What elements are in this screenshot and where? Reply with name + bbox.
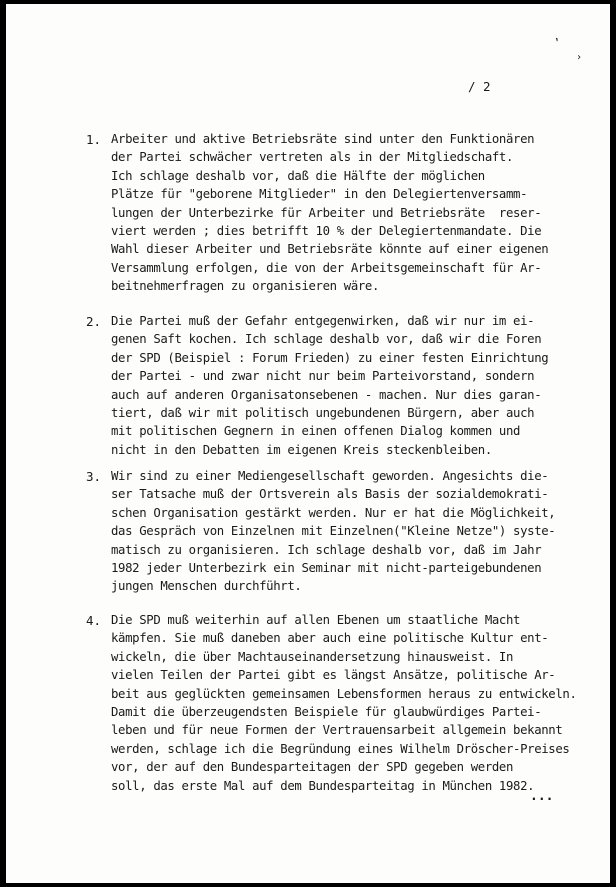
text-line: lungen der Unterbezirke für Arbeiter und Betriebsräte reser- — [111, 205, 542, 220]
stray-pen-mark: , — [549, 29, 562, 44]
page-number: / 2 — [468, 79, 491, 94]
text-line: kämpfen. Sie muß daneben aber auch eine politische Kultur ent- — [111, 631, 549, 646]
text-line: genen Saft kochen. Ich schlage deshalb vor, daß wir die Foren — [111, 332, 542, 347]
text-line: viert werden ; dies betrifft 10 % der Delegiertenmandate. Die — [111, 224, 542, 238]
paragraph-number: 3. — [86, 469, 102, 484]
text-line: vor, der auf den Bundesparteitagen der SPD gegeben werden — [111, 760, 514, 775]
text-line: der SPD (Beispiel : Forum Frieden) zu einer festen Einrichtung — [111, 350, 549, 365]
text-line: Arbeiter und aktive Betriebsräte sind unter den Funktionären — [111, 132, 535, 146]
text-line: ser Tatsache muß der Ortsverein als Basis der sozialdemokrati- — [111, 487, 549, 502]
text-line: jungen Menschen durchführt. — [111, 579, 302, 594]
continuation-marker: ... — [530, 789, 554, 804]
text-line: wickeln, die über Machtauseinandersetzung hinausweist. In — [111, 649, 514, 664]
text-line: tiert, daß wir mit politisch ungebundenen Bürgern, aber auch — [111, 406, 535, 420]
text-line: auch auf anderen Organisatonsebenen - machen. Nur dies garan- — [111, 387, 542, 402]
text-line: leben und für neue Formen der Vertrauensarbeit allgemein bekannt — [111, 723, 563, 738]
text-line: Versammlung erfolgen, die von der Arbeitsgemeinschaft für Ar- — [111, 260, 542, 275]
stray-pen-mark: › — [576, 52, 583, 63]
text-line: soll, das erste Mal auf dem Bundesparteitag in München 1982. — [111, 778, 535, 793]
text-line: Ich schlage deshalb vor, daß die Hälfte der möglichen — [111, 168, 485, 183]
text-line: Plätze für "geborene Mitglieder" in den Delegiertenversamm- — [111, 187, 528, 202]
text-line: matisch zu organisieren. Ich schlage deshalb vor, daß im Jahr — [111, 542, 542, 557]
text-line: Die SPD muß weiterhin auf allen Ebenen um staatliche Macht — [111, 613, 521, 627]
text-line: Damit die überzeugendsten Beispiele für glaubwürdiges Partei- — [111, 705, 542, 719]
text-line: Die Partei muß der Gefahr entgegenwirken, daß wir nur im ei- — [111, 314, 535, 328]
text-line: Wir sind zu einer Mediengesellschaft geworden. Angesichts die- — [111, 469, 549, 483]
text-line: der Partei schwächer vertreten als in der Mitgliedschaft. — [111, 150, 514, 165]
paragraph-number: 4. — [86, 613, 102, 628]
text-line: beit aus geglückten gemeinsamen Lebensformen heraus zu entwickeln. — [111, 686, 577, 701]
text-line: mit politischen Gegnern in einen offenen Dialog kommen und — [111, 424, 521, 439]
text-line: beitnehmerfragen zu organisieren wäre. — [111, 279, 380, 294]
text-line: vielen Teilen der Partei gibt es längst Ansätze, politische Ar- — [111, 668, 556, 683]
paragraph-number: 2. — [86, 314, 102, 329]
text-line: Wahl dieser Arbeiter und Betriebsräte könnte auf einer eigenen — [111, 242, 549, 257]
text-line: schen Organisation gestärkt werden. Nur er hat die Möglichkeit, — [111, 505, 556, 520]
text-line: 1982 jeder Unterbezirk ein Seminar mit nicht-parteigebundenen — [111, 561, 542, 575]
text-line: werden, schlage ich die Begründung eines Wilhelm Dröscher-Preises — [111, 741, 570, 756]
text-line: der Partei - und zwar nicht nur beim Parteivorstand, sondern — [111, 369, 535, 384]
text-line: nicht in den Debatten im eigenen Kreis steckenbleiben. — [111, 442, 492, 457]
text-line: das Gespräch von Einzelnen mit Einzelnen("Kleine Netze") syste- — [111, 524, 556, 539]
paragraph-number: 1. — [86, 132, 102, 147]
